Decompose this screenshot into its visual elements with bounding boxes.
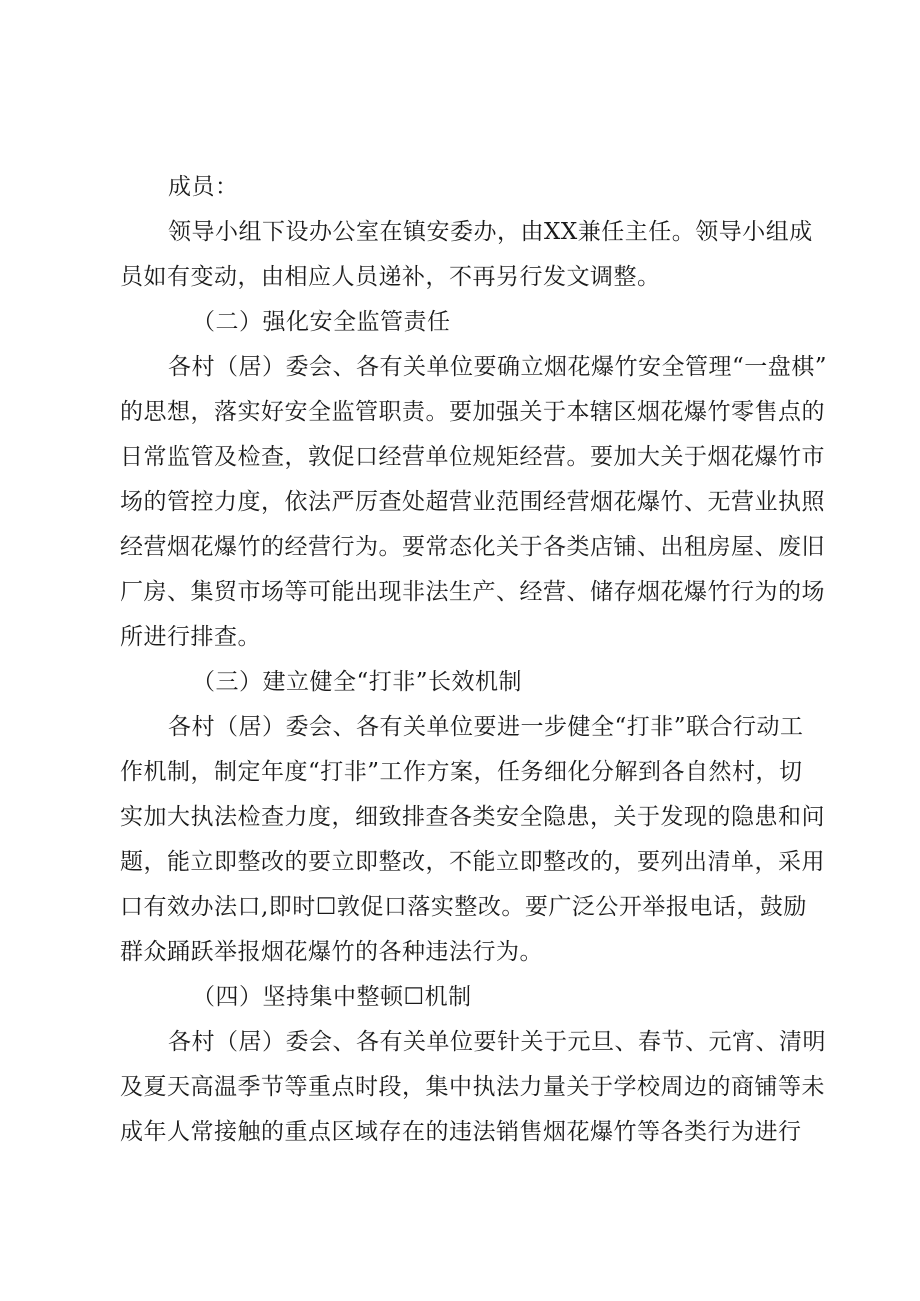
paragraph-line: 各村（居）委会、各有关单位要进一步健全“打非”联合行动工 bbox=[168, 714, 804, 740]
paragraph-line: 群众踊跃举报烟花爆竹的各种违法行为。 bbox=[120, 939, 543, 965]
paragraph-line: 成年人常接触的重点区域存在的违法销售烟花爆竹等各类行为进行 bbox=[120, 1119, 802, 1145]
members-label: 成员： bbox=[168, 174, 239, 200]
paragraph-line: 领导小组下设办公室在镇安委办，由XX兼任主任。领导小组成 bbox=[168, 219, 813, 245]
paragraph-line: 各村（居）委会、各有关单位要确立烟花爆竹安全管理“一盘棋” bbox=[168, 354, 828, 380]
paragraph-line: 作机制，制定年度“打非”工作方案，任务细化分解到各自然村，切 bbox=[120, 759, 803, 785]
paragraph-line: 员如有变动，由相应人员递补，不再另行发文调整。 bbox=[120, 264, 661, 290]
paragraph-line: 题，能立即整改的要立即整改，不能立即整改的，要列出清单，采用 bbox=[120, 849, 825, 875]
paragraph-line: 场的管控力度，依法严厉查处超营业范围经营烟花爆竹、无营业执照 bbox=[120, 489, 825, 515]
paragraph-line: 实加大执法检查力度，细致排查各类安全隐患，关于发现的隐患和问 bbox=[120, 804, 825, 830]
section-heading: （四）坚持集中整顿☐机制 bbox=[192, 984, 472, 1010]
paragraph-line: 所进行排查。 bbox=[120, 624, 261, 650]
section-heading: （二）强化安全监管责任 bbox=[192, 309, 451, 335]
section-heading: （三）建立健全“打非”长效机制 bbox=[192, 669, 523, 695]
paragraph-line: 口有效办法口,即时☐敦促口落实整改。要广泛公开举报电话，鼓励 bbox=[120, 894, 807, 920]
paragraph-line: 及夏天高温季节等重点时段，集中执法力量关于学校周边的商铺等未 bbox=[120, 1074, 825, 1100]
paragraph-line: 日常监管及检查，敦促口经营单位规矩经营。要加大关于烟花爆竹市 bbox=[120, 444, 825, 470]
paragraph-line: 各村（居）委会、各有关单位要针关于元旦、春节、元宵、清明 bbox=[168, 1029, 826, 1055]
paragraph-line: 经营烟花爆竹的经营行为。要常态化关于各类店铺、出租房屋、废旧 bbox=[120, 534, 825, 560]
paragraph-line: 厂房、集贸市场等可能出现非法生产、经营、储存烟花爆竹行为的场 bbox=[120, 579, 825, 605]
paragraph-line: 的思想，落实好安全监管职责。要加强关于本辖区烟花爆竹零售点的 bbox=[120, 399, 825, 425]
